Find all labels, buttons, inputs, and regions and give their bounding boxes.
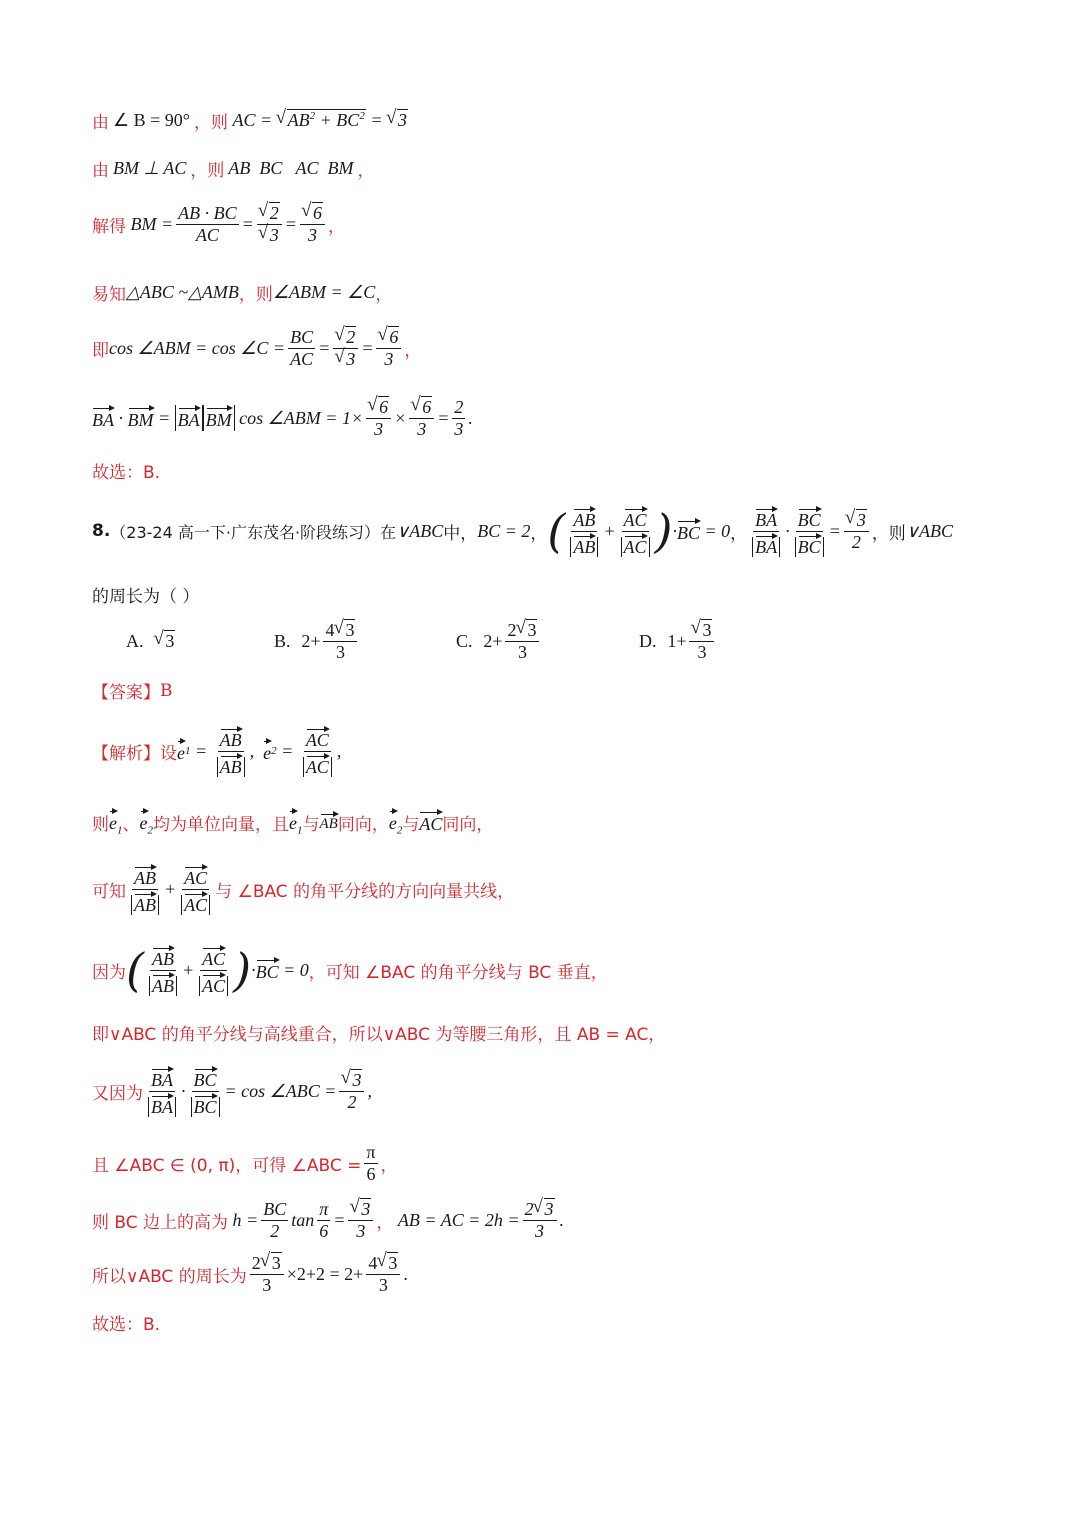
line-bm-perp	[92, 156, 375, 181]
answer-line	[92, 678, 173, 703]
text: 因为	[92, 962, 126, 983]
punct: ，	[375, 285, 393, 305]
solution-step-8: 所以∨ABC 的周长为 $\frac{2√ 3}{3}$ ×2+2 = 2+ $\frac{4√ 3}{3}$ .	[92, 1250, 408, 1298]
formula-cos: cos ∠ABM = cos ∠C = $\frac{BC}{AC}$ = √ 2 √ 3 = √ $\frac{6}{3}$	[109, 328, 404, 369]
solution-step-7: 则 BC 边上的高为 h = $\frac{BC}{2}$ tan $\frac{\pi}{6}$ = √ $\frac{3}{3}$ ， AB = AC = 2h = $\frac{2√ 3}{3}$ .	[92, 1196, 564, 1244]
option-a-value: √ 3	[154, 631, 175, 652]
prefix: 解得	[92, 216, 126, 237]
line-similar	[92, 280, 392, 305]
prefix: 易知	[92, 285, 126, 305]
condition-2: $\frac{BA}{BA}$ · $\frac{BC}{BC}$ = √ $\frac{3}{2}$	[747, 506, 872, 557]
text: 则	[92, 814, 109, 835]
text: 与	[402, 814, 420, 835]
solution-step-4	[92, 1020, 665, 1045]
text: 同向，	[337, 814, 389, 835]
text: 又因为	[92, 1083, 143, 1104]
text: 则 BC 边上的高为	[92, 1212, 229, 1233]
connector: ，则	[194, 113, 228, 133]
solution-step-3: 因为 ( $\frac{AB}{AB}$ + $\frac{AC}{AC}$ ) · BC = 0 ，可知 ∠BAC 的角平分线与 BC 垂直，	[92, 943, 608, 997]
bc-length: BC = 2	[477, 520, 531, 541]
text: 即∨ABC 的角平分线与高线重合，所以∨ABC 为等腰三角形，且 AB = AC，	[92, 1025, 666, 1045]
option-label: D.	[639, 630, 657, 651]
text: 可知	[92, 881, 126, 902]
text: 同向，	[442, 814, 494, 835]
punct: ，	[357, 161, 375, 181]
option-d[interactable]: D. 1+ √ $\frac{3}{3}$	[639, 621, 717, 662]
solution-tag: 【解析】	[92, 743, 160, 764]
prev-conclusion	[92, 458, 160, 483]
options-row	[126, 618, 712, 664]
math: ∠ B = 90°	[113, 110, 190, 130]
option-label: B.	[274, 630, 291, 651]
question-source: （23-24 高一下·广东茂名·阶段练习）在	[110, 522, 397, 542]
option-label: A.	[126, 630, 144, 651]
solution-step-2: 可知 $\frac{AB}{AB}$ + $\frac{AC}{AC}$ 与 ∠BAC 的角平分线的方向向量共线，	[92, 858, 514, 920]
solution-step-5: 又因为 $\frac{BA}{BA}$ · $\frac{BC}{BC}$ = cos ∠ABC = √ $\frac{3}{2}$ ,	[92, 1058, 372, 1124]
connector: ，则	[238, 285, 273, 305]
conclusion-text: 故选：B.	[92, 1315, 161, 1335]
question-8: 8. （23-24 高一下·广东茂名·阶段练习）在 ∨ABC 中， BC = 2 ， ( $\frac{AB}{AB}$ + $\frac{AC}{AC}$ ) · BC = 0 ， $\frac{BA}{BA}$ · $\frac{BC}{BC}$ = √ $\frac{3}{2}$ ，则 ∨ABC	[92, 497, 953, 565]
solution-step-6: 且 ∠ABC ∈ (0, π)，可得 ∠ABC = $\frac{\pi}{6}$ ，	[92, 1141, 398, 1184]
option-b[interactable]: B. 2+ $\frac{4√ 3}{3}$	[274, 621, 360, 662]
conclusion-text: 故选：B.	[92, 463, 161, 483]
line-solve-bm: 解得 BM = $\frac{AB \cdot BC}{AC}$ = √ 2 √ 3 = √ $\frac{6}{3}$ ，	[92, 204, 345, 245]
text: 均为单位向量，且	[153, 814, 289, 835]
pi-over-6: $\frac{\pi}{6}$	[366, 1141, 376, 1184]
formula-bm: BM = $\frac{AB \cdot BC}{AC}$ = √ 2 √ 3 = √ $\frac{6}{3}$	[126, 204, 328, 245]
solution-conclusion	[92, 1310, 160, 1335]
text: 与 ∠BAC 的角平分线的方向向量共线，	[215, 881, 515, 902]
formula-dot: BA · BM = BA BM cos ∠ABM = 1× √ $\frac{6}{3}$ × √ $\frac{6}{3}$ = $\frac{2}{3}$ .	[92, 398, 473, 439]
answer-tag: 【答案】	[92, 683, 160, 703]
line-cos: 即 cos ∠ABM = cos ∠C = $\frac{BC}{AC}$ = √ 2 √ 3 = √ $\frac{6}{3}$ ，	[92, 328, 421, 369]
question-number: 8.	[92, 521, 111, 541]
option-c[interactable]: C. 2+ $\frac{2√ 3}{3}$	[456, 621, 542, 662]
def-e1: e 1 = $\frac{AB}{AB}$ , e 2 = $\frac{AC}{AC}$ ,	[177, 726, 341, 777]
prefix: 即	[92, 340, 109, 361]
line-angle-b	[92, 108, 408, 133]
ask-text: 的周长为（ ）	[92, 587, 200, 607]
prefix: 由	[92, 161, 109, 181]
connector: ，则	[871, 523, 906, 544]
math: BM ⊥ AC	[113, 158, 187, 178]
formula-ac: AC = √ $AB^2 + BC^2$ = √ 3	[228, 110, 408, 131]
question-ask	[92, 582, 199, 607]
text: ，可知 ∠BAC 的角平分线与 BC 垂直，	[308, 962, 608, 983]
math: AB BC AC BM	[228, 158, 354, 178]
math: ∠ABM = ∠C	[272, 282, 376, 302]
condition-1: ( $\frac{AB}{AB}$ + $\frac{AC}{AC}$ ) · BC = 0	[547, 504, 731, 558]
set-word: 设	[160, 743, 177, 764]
line-dot-product	[92, 398, 473, 439]
text: 所以∨ABC 的周长为	[92, 1266, 247, 1287]
text: 与	[302, 814, 320, 835]
solution-define	[92, 722, 341, 780]
answer-value: B	[160, 680, 173, 701]
triangle: ∨ABC	[396, 520, 444, 541]
solution-step-1: 则 $e_1$ 、 $e_2$ 均为单位向量，且 $e_1$ 与 AB 同向， $e_2$ 与 AC 同向，	[92, 808, 493, 837]
connector: 中，	[443, 523, 478, 544]
text: 、	[122, 814, 140, 835]
option-label: C.	[456, 630, 473, 651]
text: 且 ∠ABC ∈ (0, π)，可得 ∠ABC =	[92, 1155, 362, 1176]
math: △ABC ~△AMB	[126, 282, 239, 302]
prefix: 由	[92, 113, 109, 133]
triangle: ∨ABC	[905, 520, 953, 541]
option-a[interactable]	[126, 631, 175, 652]
connector: ，则	[190, 161, 225, 181]
